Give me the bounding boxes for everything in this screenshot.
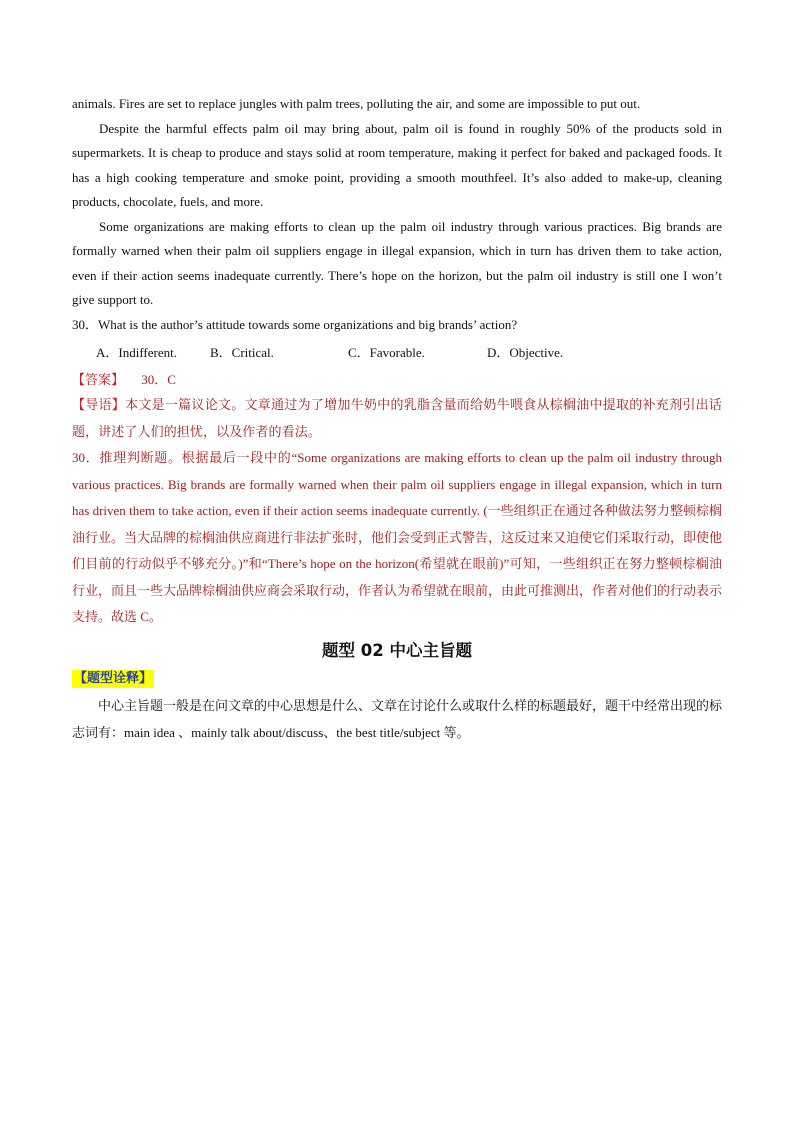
section-description: 中心主旨题一般是在问文章的中心思想是什么、文章在讨论什么或取什么样的标题最好，题干中经常出现的标志词有：main idea 、mainly talk about/discuss、the best title/subject 等。 — [72, 697, 723, 740]
option-d: D．Objective. — [487, 345, 564, 360]
explanation-paragraph: 30．推理判断题。根据最后一段中的“Some organizations are making efforts to clean up the palm oil industry through various practices. Big brands are formally warned when their palm oil suppliers engage in illegal expansion, which in turn has driven them to take action, even if their action seems inadequate currently. (一些组织正在通过各种做法努力整顿棕榈油行业。当大品牌的棕榈油供应商进行非法扩张时，他们会受到正式警告，这反过来又迫使它们采取行动，即使他们目前的行动似乎不够充分。)”和“There’s hope on the horizon(希望就在眼前)”可知，一些组织正在努力整顿棕榈油行业，而且一些大品牌棕榈油供应商会采取行动，作者认为希望就在眼前，由此可推测出，作者对他们的行动表示支持。故选 C。 — [72, 450, 723, 624]
question-options — [96, 341, 722, 365]
section-tag-row — [72, 669, 722, 688]
document-page — [72, 92, 722, 746]
answer-value: 30．C — [141, 372, 176, 387]
passage-paragraph-1: Despite the harmful effects palm oil may bring about, palm oil is found in roughly 50% of the products sold in supermarkets. It is cheap to produce and stays solid at room temperature, making it perfect for baked and packaged foods. It has a high cooking temperature and smoke point, providing a smooth mouthfeel. It’s also added to make-up, cleaning products, chocolate, fuels, and more. — [72, 120, 722, 209]
option-a: A．Indifferent. — [96, 345, 177, 360]
question-text: 30．What is the author’s attitude towards some organizations and big brands’ action? — [72, 316, 518, 332]
answer-line — [72, 368, 722, 392]
option-c: C．Favorable. — [348, 345, 425, 360]
answer-tag: 【答案】 — [72, 372, 125, 387]
option-b: B．Critical. — [210, 345, 274, 360]
section-tag: 【题型诠释】 — [74, 670, 153, 686]
passage-paragraph-0: animals. Fires are set to replace jungles with palm trees, polluting the air, and some are impossible to put out. — [72, 96, 641, 111]
passage-paragraph-2: Some organizations are making efforts to clean up the palm oil industry through various practices. Big brands are formally warned when their palm oil suppliers engage in illegal expansion, which in turn has driven them to take action, even if their action seems inadequate currently. There’s hope on the horizon, but the palm oil industry is still one I won’t give support to. — [72, 218, 722, 307]
guide-paragraph — [72, 392, 722, 445]
guide-text: 本文是一篇议论文。文章通过为了增加牛奶中的乳脂含量而给奶牛喂食从棕榈油中提取的补充剂引出话题，讲述了人们的担忧，以及作者的看法。 — [72, 397, 722, 439]
guide-tag: 【导语】 — [72, 397, 126, 412]
section-title: 题型 02 中心主旨题 — [322, 640, 472, 660]
